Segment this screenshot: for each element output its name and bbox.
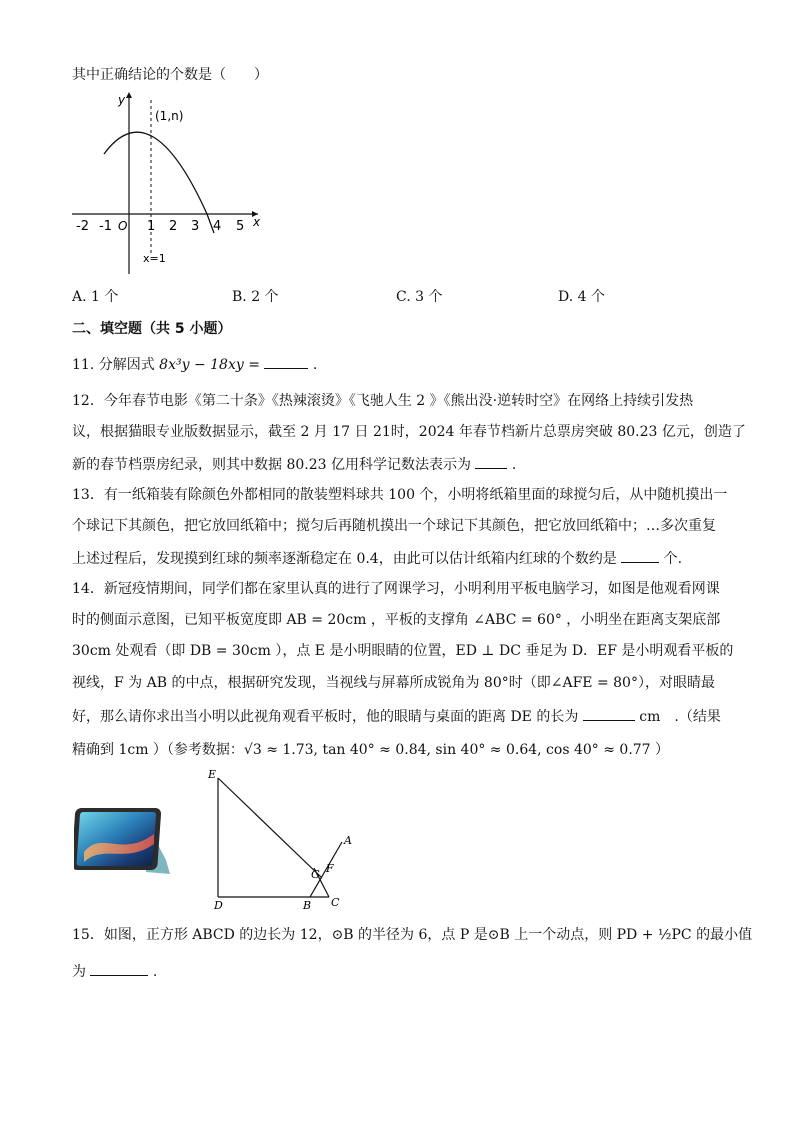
origin-label: O [118, 219, 128, 233]
q14-unit: cm .（结果 [639, 709, 721, 725]
option-c[interactable]: C. 3 个 [396, 289, 443, 305]
q15-tail: . [152, 964, 158, 980]
tick-5: 5 [236, 219, 245, 234]
q15-line-2-text: 为 [72, 964, 86, 980]
q14-line-4: 视线，F 为 AB 的中点，根据研究发现，当视线与屏幕所成锐角为 80°时（即∠AFE = 80°），对眼睛最 [72, 675, 715, 691]
label-F: F [326, 862, 334, 875]
q11 [72, 354, 317, 374]
symmetry-label: x=1 [143, 252, 166, 265]
q11-expression: 8x³y − 18xy = [159, 357, 260, 373]
q14-line-6: 精确到 1cm ）（参考数据：√3 ≈ 1.73, tan 40° ≈ 0.84, sin 40° ≈ 0.64, cos 40° ≈ 0.77 ） [72, 742, 670, 758]
label-B: B [303, 899, 312, 912]
option-a[interactable]: A. 1 个 [72, 289, 119, 305]
tick-1: 1 [147, 219, 156, 234]
q13-line-3 [72, 548, 682, 568]
parabola-curve [104, 132, 214, 233]
q15-line-2 [72, 961, 157, 981]
tick-2: 2 [169, 219, 178, 234]
parabola-graph [66, 88, 266, 278]
q11-tail: . [312, 357, 318, 373]
section-heading: 二、填空题（共 5 小题） [72, 321, 232, 337]
q12-line-3 [72, 454, 516, 474]
q10-options [72, 286, 732, 304]
q11-answer-blank[interactable] [264, 354, 308, 369]
tick-4: 4 [213, 219, 222, 234]
label-D: D [214, 899, 223, 912]
q13-line-2: 个球记下其颜色，把它放回纸箱中；搅匀后再随机摸出一个球记下其颜色，把它放回纸箱中；…多次重复 [72, 518, 716, 534]
label-E: E [208, 768, 217, 781]
q12-line-3-text: 新的春节档票房纪录，则其中数据 80.23 亿用科学记数法表示为 [72, 457, 471, 473]
q13-line-3-text: 上述过程后，发现摸到红球的频率逐渐稳定在 0.4，由此可以估计纸箱内红球的个数约是 [72, 551, 617, 567]
q11-text: 分解因式 [98, 357, 160, 373]
q12-tail: . [511, 457, 517, 473]
segment-EF [218, 778, 322, 878]
q14-line-5-text: 好，那么请你求出当小明以此视角观看平板时，他的眼睛与桌面的距离 DE 的长为 [72, 709, 579, 725]
q13-line-1: 13．有一纸箱装有除颜色外都相同的散装塑料球共 100 个，小明将纸箱里面的球搅匀后，从中随机摸出一 [72, 487, 728, 503]
q15-answer-blank[interactable] [90, 961, 148, 976]
q13-answer-blank[interactable] [621, 548, 659, 563]
q14-line-2: 时的侧面示意图，已知平板宽度即 AB = 20cm ，平板的支撑角 ∠ABC = 60° ，小明坐在距离支架底部 [72, 612, 721, 628]
q11-number: 11. [72, 357, 95, 373]
q13-tail: 个. [663, 551, 683, 567]
q14-line-3: 30cm 处观看（即 DB = 30cm ），点 E 是小明眼睛的位置，ED ⊥ DC 垂足为 D．EF 是小明观看平板的 [72, 643, 734, 659]
q14-answer-blank[interactable] [583, 706, 635, 721]
tick-minus2: -2 [76, 219, 89, 234]
option-b[interactable]: B. 2 个 [232, 289, 279, 305]
label-C: C [331, 896, 340, 909]
q12-line-2: 议，根据猫眼专业版数据显示，截至 2 月 17 日 21时，2024 年春节档新片总票房突破 80.23 亿元，创造了 [72, 424, 746, 440]
q10-prompt: 其中正确结论的个数是（ ） [72, 67, 268, 83]
q14-geometry-figure [204, 766, 364, 912]
option-d[interactable]: D. 4 个 [558, 289, 605, 305]
tick-minus1: -1 [99, 219, 112, 234]
label-G: G [311, 868, 320, 881]
q14-line-5 [72, 706, 721, 726]
q14-line-1: 14．新冠疫情期间，同学们都在家里认真的进行了网课学习，小明利用平板电脑学习，如图是他观看网课 [72, 581, 720, 597]
y-axis-arrow [126, 92, 132, 98]
x-label: x [253, 215, 261, 229]
y-label: y [118, 93, 126, 107]
label-A: A [344, 834, 352, 847]
vertex-label: (1,n) [155, 109, 184, 123]
q12-line-1: 12．今年春节电影《第二十条》《热辣滚烫》《飞驰人生 2 》《熊出没·逆转时空》在网络上持续引发热 [72, 393, 694, 409]
tick-3: 3 [191, 219, 200, 234]
tablet-illustration [74, 800, 172, 880]
q12-answer-blank[interactable] [475, 454, 507, 469]
q15-line-1: 15．如图，正方形 ABCD 的边长为 12，⊙B 的半径为 6，点 P 是⊙B 上一个动点，则 PD + ½PC 的最小值 [72, 927, 753, 943]
